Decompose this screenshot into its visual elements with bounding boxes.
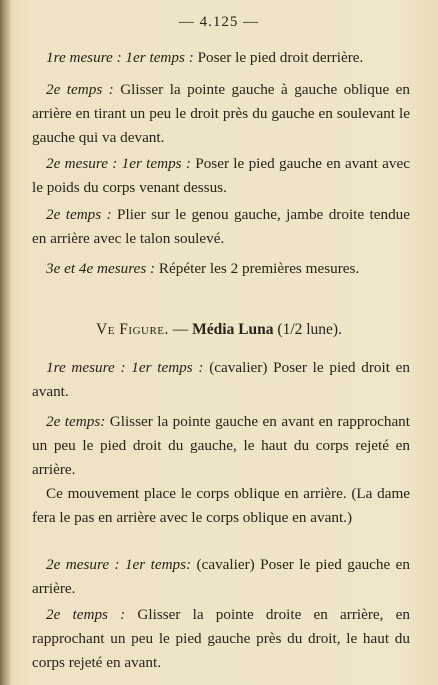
paragraph-10-lead: 2e temps : — [46, 606, 126, 623]
heading-figure: Ve Figure. — [96, 321, 169, 338]
page-number: — 4.125 — — [178, 14, 260, 30]
paragraph-1-body: Poser le pied droit derrière. — [193, 49, 364, 66]
paragraph-9 — [32, 553, 410, 601]
paragraph-7 — [32, 410, 410, 482]
paragraph-4 — [32, 203, 410, 251]
paragraph-6-body: (cavalier) Poser le pied droit en avant. — [32, 359, 411, 400]
page-gutter — [0, 0, 12, 685]
paragraph-7-lead: 2e temps: — [46, 413, 106, 430]
paragraph-2 — [32, 78, 410, 150]
paragraph-5-lead: 3e et 4e mesures : — [46, 260, 156, 277]
paragraph-1 — [32, 46, 410, 70]
paragraph-2-lead: 2e temps : — [46, 81, 114, 98]
paragraph-10-body: Glisser la pointe droite en arrière, en rapprochant un peu le pied gauche près du droit, le haut du corps rejeté en avant. — [32, 606, 410, 671]
paragraph-4-lead: 2e temps : — [46, 206, 112, 223]
paragraph-9-lead: 2e mesure : 1er temps: — [46, 556, 192, 573]
paragraph-1-lead: 1re mesure : 1er temps : — [46, 49, 194, 66]
paragraph-6-lead: 1re mesure : 1er temps : — [46, 359, 204, 376]
paragraph-3-lead: 2e mesure : 1er temps : — [46, 155, 191, 172]
paragraph-4-body: Plier sur le genou gauche, jambe droite tendue en arrière avec le talon soulevé. — [32, 206, 411, 247]
heading-sub: (1/2 lune). — [273, 321, 342, 338]
heading-name: Média Luna — [192, 321, 274, 338]
paragraph-5-body: Répéter les 2 premières mesures. — [155, 260, 360, 277]
paragraph-6 — [32, 356, 410, 404]
paragraph-9-body: (cavalier) Poser le pied gauche en arrière. — [32, 556, 410, 597]
heading-dash: — — [168, 321, 193, 338]
paragraph-3-body: Poser le pied gauche en avant avec le poids du corps venant dessus. — [32, 155, 410, 196]
paragraph-2-body: Glisser la pointe gauche à gauche oblique en arrière en tirant un peu le droit près du gauche en soulevant le gauche qui va devant. — [32, 81, 410, 146]
paragraph-8-body: Ce mouvement place le corps oblique en arrière. (La dame fera le pas en arrière avec le corps oblique en avant.) — [32, 485, 410, 526]
paragraph-7-body: Glisser la pointe gauche en avant en rapprochant un peu le pied droit du gauche, le haut du corps rejeté en arrière. — [32, 413, 411, 478]
paragraph-5 — [32, 257, 410, 281]
paragraph-3 — [32, 152, 410, 200]
paragraph-8 — [32, 482, 410, 530]
section-heading — [0, 318, 438, 342]
paragraph-10 — [32, 603, 410, 675]
